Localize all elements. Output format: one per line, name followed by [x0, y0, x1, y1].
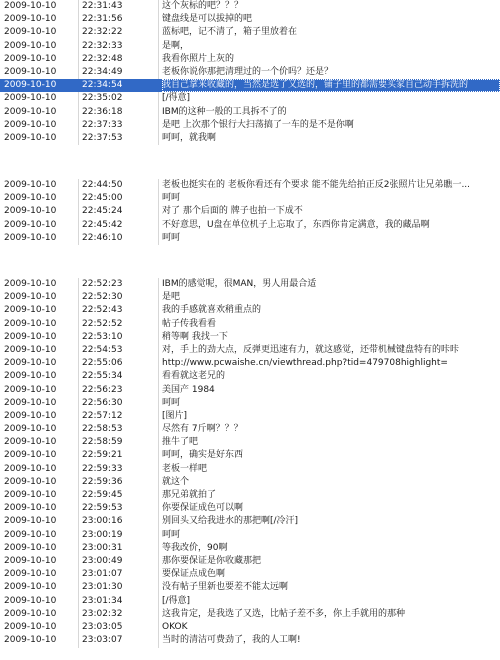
- log-message: 老板也挺实在的 老板你看还有个要求 能不能先给拍正反2张照片让兄弟瞧一...: [162, 180, 471, 190]
- log-date: 2009-10-10: [4, 27, 57, 38]
- log-time: 22:37:53: [82, 132, 123, 143]
- log-date: 2009-10-10: [4, 608, 57, 619]
- log-time: 22:31:43: [82, 1, 123, 11]
- log-message: 看看就这老兄的: [162, 371, 226, 382]
- log-time: 22:34:49: [82, 66, 123, 77]
- log-time: 22:45:24: [82, 206, 123, 217]
- log-row[interactable]: [0, 502, 500, 515]
- log-row[interactable]: [0, 66, 500, 79]
- log-message: 老板你说你那把清理过的一个价吗？还是？: [162, 66, 334, 77]
- log-row[interactable]: [0, 357, 500, 370]
- log-date: 2009-10-10: [4, 66, 57, 77]
- log-message: 呵呵: [162, 232, 181, 243]
- log-date: 2009-10-10: [4, 555, 57, 566]
- log-time: 22:46:10: [82, 232, 123, 243]
- log-message: 呵呵: [162, 193, 181, 204]
- log-row[interactable]: [0, 489, 500, 502]
- log-time: 23:01:07: [82, 569, 123, 580]
- log-row[interactable]: [0, 205, 500, 218]
- log-time: 22:59:33: [82, 463, 123, 474]
- log-time: 23:03:07: [82, 635, 123, 646]
- log-time: 22:56:23: [82, 384, 123, 395]
- log-row[interactable]: [0, 423, 500, 436]
- log-row[interactable]: [0, 515, 500, 528]
- log-message: 这我肯定，是我选了又选，比帖子差不多，你上手就用的那种: [162, 608, 406, 619]
- log-row[interactable]: [0, 13, 500, 26]
- log-time: 22:52:23: [82, 279, 123, 289]
- log-message: 当时的清洁可费劲了，我的人工啊!: [162, 635, 301, 646]
- log-row[interactable]: [0, 232, 500, 245]
- log-row[interactable]: [0, 370, 500, 383]
- log-row[interactable]: [0, 449, 500, 462]
- log-row[interactable]: [0, 179, 500, 192]
- log-row[interactable]: [0, 634, 500, 647]
- log-time: 22:45:42: [82, 219, 123, 230]
- log-message: 呵呵，就我啊: [162, 132, 217, 143]
- log-message: 没有帖子里新也要差不能太远啊: [162, 582, 289, 593]
- log-message: 对了 那个后面的 牌子也拍一下成不: [162, 206, 303, 217]
- log-time: 22:32:33: [82, 40, 123, 51]
- log-date: 2009-10-10: [4, 219, 57, 230]
- log-row[interactable]: [0, 106, 500, 119]
- log-time: 22:55:34: [82, 371, 123, 382]
- log-date: 2009-10-10: [4, 437, 57, 448]
- log-message: [图片]: [162, 410, 188, 421]
- log-date: 2009-10-10: [4, 450, 57, 461]
- log-message: 是吧 上次那个银行大扫荡搞了一车的是不是你啊: [162, 119, 354, 130]
- log-row[interactable]: [0, 463, 500, 476]
- log-time: 22:58:59: [82, 437, 123, 448]
- log-message: 是啊，: [162, 40, 190, 51]
- log-date: 2009-10-10: [4, 331, 57, 342]
- log-row[interactable]: [0, 555, 500, 568]
- log-time: 23:03:05: [82, 621, 123, 632]
- log-message: [/得意]: [162, 93, 191, 104]
- log-date: 2009-10-10: [4, 279, 57, 289]
- log-row[interactable]: [0, 192, 500, 205]
- log-message: 美国产 1984: [162, 384, 215, 395]
- log-date: 2009-10-10: [4, 516, 57, 527]
- log-row[interactable]: [0, 397, 500, 410]
- log-message: 你要保证成色可以啊: [162, 503, 244, 514]
- log-date: 2009-10-10: [4, 569, 57, 580]
- log-row[interactable]: [0, 621, 500, 634]
- log-message: 键盘线是可以拔掉的吧: [162, 14, 253, 25]
- log-message: 我的手感就喜欢稍重点的: [162, 305, 262, 316]
- log-row[interactable]: [0, 542, 500, 555]
- log-date: 2009-10-10: [4, 490, 57, 500]
- log-row[interactable]: [0, 53, 500, 66]
- log-message: 老板一样吧: [162, 463, 208, 474]
- log-message: 要保证点成色啊: [162, 569, 226, 580]
- log-date: 2009-10-10: [4, 635, 57, 646]
- log-time: 22:55:06: [82, 358, 123, 369]
- log-time: 22:32:48: [82, 53, 123, 64]
- log-date: 2009-10-10: [4, 476, 57, 487]
- log-date: 2009-10-10: [4, 53, 57, 64]
- log-group: [0, 179, 500, 245]
- log-time: 22:57:12: [82, 410, 123, 421]
- log-date: 2009-10-10: [4, 358, 57, 369]
- log-date: 2009-10-10: [4, 410, 57, 421]
- log-time: 23:01:34: [82, 595, 123, 606]
- log-row[interactable]: [0, 318, 500, 331]
- log-date: 2009-10-10: [4, 206, 57, 217]
- log-date: 2009-10-10: [4, 621, 57, 632]
- log-date: 2009-10-10: [4, 542, 57, 553]
- log-message: IBM的这种一般的工具拆不了的: [162, 106, 287, 117]
- log-time: 22:36:18: [82, 106, 123, 117]
- log-date: 2009-10-10: [4, 40, 57, 51]
- log-message: 呵呵，确实是好东西: [162, 450, 244, 461]
- log-time: 23:00:19: [82, 529, 123, 540]
- log-date: 2009-10-10: [4, 80, 57, 91]
- log-row[interactable]: [0, 219, 500, 232]
- log-date: 2009-10-10: [4, 232, 57, 243]
- log-message: 这个灰标的吧？？？: [162, 1, 244, 11]
- log-message: 不好意思，U盘在单位机子上忘取了，东西你肯定满意，我的藏品啊: [162, 219, 430, 230]
- log-row[interactable]: [0, 26, 500, 39]
- log-message: 那你要保证是你收藏那把: [162, 555, 262, 566]
- log-message: [/得意]: [162, 595, 191, 606]
- log-group: [0, 0, 500, 145]
- log-date: 2009-10-10: [4, 93, 57, 104]
- log-row[interactable]: [0, 581, 500, 594]
- log-time: 22:59:21: [82, 450, 123, 461]
- log-date: 2009-10-10: [4, 193, 57, 204]
- log-message: 等我改价，90啊: [162, 542, 228, 553]
- log-date: 2009-10-10: [4, 397, 57, 408]
- log-time: 23:00:31: [82, 542, 123, 553]
- log-row[interactable]: [0, 568, 500, 581]
- log-date: 2009-10-10: [4, 595, 57, 606]
- log-row[interactable]: [0, 608, 500, 621]
- log-message: 我自己拿来收藏的，当然是选了又选的，铺子里的都需要买家自己动手拆洗的: [162, 79, 500, 92]
- log-time: 22:53:10: [82, 331, 123, 342]
- log-row[interactable]: [0, 331, 500, 344]
- log-date: 2009-10-10: [4, 384, 57, 395]
- log-message: http://www.pcwaishe.cn/viewthread.php?tid=479708highlight=: [162, 358, 448, 369]
- log-row[interactable]: [0, 119, 500, 132]
- log-time: 23:01:30: [82, 582, 123, 593]
- log-time: 22:56:30: [82, 397, 123, 408]
- log-time: 22:59:36: [82, 476, 123, 487]
- log-message: 蓝标吧，记不清了，箱子里放着在: [162, 27, 298, 38]
- log-row[interactable]: [0, 40, 500, 53]
- log-row[interactable]: [0, 529, 500, 542]
- log-row[interactable]: [0, 132, 500, 145]
- log-message: 就这个: [162, 476, 190, 487]
- log-row[interactable]: [0, 410, 500, 423]
- log-time: 23:02:32: [82, 608, 123, 619]
- log-message: 那兄弟就拍了: [162, 490, 217, 500]
- log-time: 22:58:53: [82, 424, 123, 435]
- log-row[interactable]: [0, 595, 500, 608]
- log-time: 23:00:16: [82, 516, 123, 527]
- log-row[interactable]: [0, 291, 500, 304]
- log-message: 推牛了吧: [162, 437, 199, 448]
- log-message: IBM的感觉呢，很MAN，男人用最合适: [162, 279, 317, 289]
- log-group: [0, 278, 500, 648]
- log-time: 22:52:30: [82, 292, 123, 303]
- log-message: OKOK: [162, 621, 188, 632]
- log-time: 22:35:02: [82, 93, 123, 104]
- log-date: 2009-10-10: [4, 119, 57, 130]
- log-date: 2009-10-10: [4, 424, 57, 435]
- log-date: 2009-10-10: [4, 106, 57, 117]
- log-date: 2009-10-10: [4, 14, 57, 25]
- log-date: 2009-10-10: [4, 529, 57, 540]
- log-time: 22:52:43: [82, 305, 123, 316]
- log-message: 帖子传我看看: [162, 318, 217, 329]
- log-row[interactable]: [0, 0, 500, 13]
- log-message: 稍等啊 我找一下: [162, 331, 228, 342]
- log-time: 22:54:53: [82, 344, 123, 355]
- log-date: 2009-10-10: [4, 582, 57, 593]
- log-row[interactable]: [0, 278, 500, 291]
- log-message: 是吧: [162, 292, 181, 303]
- log-message: 呵呵: [162, 397, 181, 408]
- log-time: 22:45:00: [82, 193, 123, 204]
- log-message: 尽然有 7斤啊？？？: [162, 424, 243, 435]
- log-row[interactable]: [0, 92, 500, 105]
- log-date: 2009-10-10: [4, 503, 57, 514]
- log-date: 2009-10-10: [4, 344, 57, 355]
- log-row[interactable]: [0, 304, 500, 317]
- log-date: 2009-10-10: [4, 180, 57, 190]
- log-message: 我看你照片上灰的: [162, 53, 235, 64]
- log-date: 2009-10-10: [4, 463, 57, 474]
- log-row[interactable]: [0, 344, 500, 357]
- log-row[interactable]: [0, 436, 500, 449]
- log-time: 22:34:54: [82, 80, 123, 91]
- log-date: 2009-10-10: [4, 292, 57, 303]
- log-time: 22:44:50: [82, 180, 123, 190]
- log-time: 23:00:49: [82, 555, 123, 566]
- log-row[interactable]: [0, 476, 500, 489]
- log-time: 22:52:52: [82, 318, 123, 329]
- log-date: 2009-10-10: [4, 305, 57, 316]
- log-message: 呵呵: [162, 529, 181, 540]
- log-message: 对，手上的劲大点，反弹更迅速有力，就这感觉，还带机械键盘特有的咔咔: [162, 344, 460, 355]
- log-message: 别回头又给我进水的那把啊[/冷汗]: [162, 516, 299, 527]
- log-date: 2009-10-10: [4, 132, 57, 143]
- log-date: 2009-10-10: [4, 371, 57, 382]
- log-time: 22:59:53: [82, 503, 123, 514]
- log-time: 22:59:45: [82, 490, 123, 500]
- log-time: 22:31:56: [82, 14, 123, 25]
- log-time: 22:32:22: [82, 27, 123, 38]
- log-time: 22:37:33: [82, 119, 123, 130]
- log-row[interactable]: [0, 79, 500, 92]
- log-date: 2009-10-10: [4, 318, 57, 329]
- log-date: 2009-10-10: [4, 1, 57, 11]
- log-row[interactable]: [0, 384, 500, 397]
